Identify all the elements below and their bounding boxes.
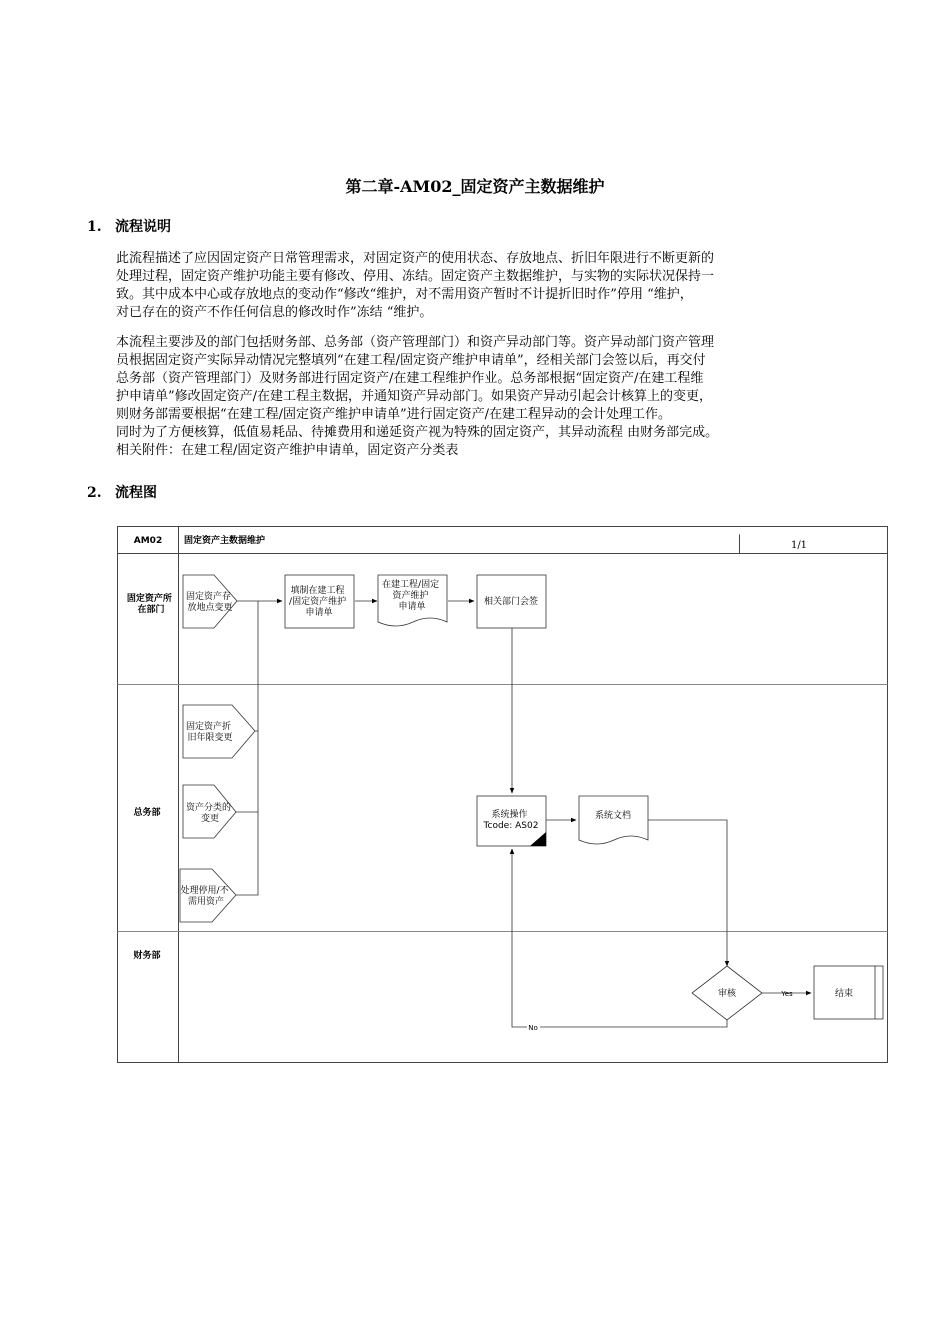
node-text xyxy=(181,884,232,907)
node-location-change xyxy=(183,575,237,628)
node-review xyxy=(692,966,762,1020)
paragraph-line: 总务部（资产管理部门）及财务部进行固定资产/在建工程维护作业。总务部根据“固定资产/在建工程维 xyxy=(116,371,704,386)
node-text-line: 固定资产折 xyxy=(186,722,232,732)
node-text: 审核 xyxy=(717,989,737,999)
node-text-line: 需用资产 xyxy=(187,897,225,907)
paragraph-line: 此流程描述了应因固定资产日常管理需求，对固定资产的使用状态、存放地点、折旧年限进行不断更新的 xyxy=(116,251,715,266)
paragraph-line: 则财务部需要根据“在建工程/固定资产维护申请单”进行固定资产/在建工程异动的会计处理工作。 xyxy=(116,407,672,422)
section-number: 2. xyxy=(87,485,102,501)
node-system-operation xyxy=(477,796,546,846)
node-text-line: 旧年限变更 xyxy=(187,733,233,743)
node-end xyxy=(814,966,883,1019)
node-text xyxy=(186,590,234,613)
node-system-document xyxy=(579,796,648,844)
node-text-line: 变更 xyxy=(200,814,220,824)
node-form-document xyxy=(378,575,447,626)
flowchart-code: AM02 xyxy=(133,536,163,546)
flowchart-name: 固定资产主数据维护 xyxy=(184,536,266,546)
node-text-line: 资产维护 xyxy=(392,591,429,601)
node-depreciation-change xyxy=(183,705,255,758)
lane-label-line: 固定资产所 xyxy=(126,594,172,604)
paragraph-line: 员根据固定资产实际异动情况完整填列“在建工程/固定资产维护申请单”，经相关部门会签以后，再交付 xyxy=(116,353,706,368)
node-fill-form xyxy=(285,575,354,628)
node-text-line: 申请单 xyxy=(305,608,333,618)
node-text-line: 资产分类的 xyxy=(186,803,232,813)
paragraph-line: 同时为了方便核算，低值易耗品、待摊费用和递延资产视为特殊的固定资产，其异动流程 由财务部完成。 xyxy=(116,425,719,440)
node-text: 相关部门会签 xyxy=(483,597,539,607)
edge-sysdoc-to-review xyxy=(648,820,727,966)
node-text-line: 填制在建工程 xyxy=(290,586,345,596)
node-text-line: 处理停用/不 xyxy=(180,886,229,896)
node-text: 结束 xyxy=(834,989,854,999)
lane-label-general-affairs: 总务部 xyxy=(133,808,161,818)
edge-label-no: No xyxy=(528,1024,538,1032)
node-text-line: 固定资产存 xyxy=(186,592,232,602)
node-disable-assets xyxy=(180,869,236,922)
edge-disable-to-form xyxy=(236,812,258,895)
node-text-line: 申请单 xyxy=(398,602,426,612)
edge-label-yes: Yes xyxy=(781,990,793,998)
lane-label-finance: 财务部 xyxy=(133,951,161,961)
node-text xyxy=(186,720,234,743)
node-text-line: 放地点变更 xyxy=(187,603,233,613)
paragraph-line: 护申请单”修改固定资产/在建工程主数据，并通知资产异动部门。如果资产异动引起会计核算上的变更， xyxy=(116,389,713,404)
page-title: 第二章-AM02_固定资产主数据维护 xyxy=(345,177,605,196)
section-title: 流程说明 xyxy=(115,219,171,235)
paragraph-line: 相关附件：在建工程/固定资产维护申请单，固定资产分类表 xyxy=(116,443,459,458)
paragraph-line: 处理过程，固定资产维护功能主要有修改、停用、冻结。固定资产主数据维护，与实物的实际状况保持一 xyxy=(116,269,715,284)
node-text: 系统文档 xyxy=(594,811,632,821)
node-countersign xyxy=(477,575,546,628)
node-category-change xyxy=(183,785,236,838)
section-number: 1. xyxy=(87,219,102,235)
edge-review-no-b xyxy=(512,849,527,1027)
lane-label-asset-department xyxy=(127,592,175,615)
paragraph-line: 对已存在的资产不作任何信息的修改时作”冻结 “维护。 xyxy=(116,305,433,320)
node-text-line: 系统操作 xyxy=(491,810,528,820)
node-text-line: /固定资产维护 xyxy=(289,597,347,607)
flowchart-page-number: 1/1 xyxy=(790,540,808,551)
paragraph-line: 致。其中成本中心或存放地点的变动作“修改“维护，对不需用资产暂时不计提折旧时作”停用 “维护， xyxy=(116,287,693,302)
node-text-line: Tcode: AS02 xyxy=(483,821,539,831)
node-text xyxy=(483,808,539,831)
lane-label-line: 在部门 xyxy=(137,605,165,615)
node-text-line: 在建工程/固定 xyxy=(382,580,440,590)
section-title: 流程图 xyxy=(115,485,157,501)
edge-review-no-a xyxy=(540,1020,727,1027)
paragraph-line: 本流程主要涉及的部门包括财务部、总务部（资产管理部门）和资产异动部门等。资产异动部门资产管理 xyxy=(116,335,715,350)
edge-depreciation-to-form xyxy=(255,601,258,731)
